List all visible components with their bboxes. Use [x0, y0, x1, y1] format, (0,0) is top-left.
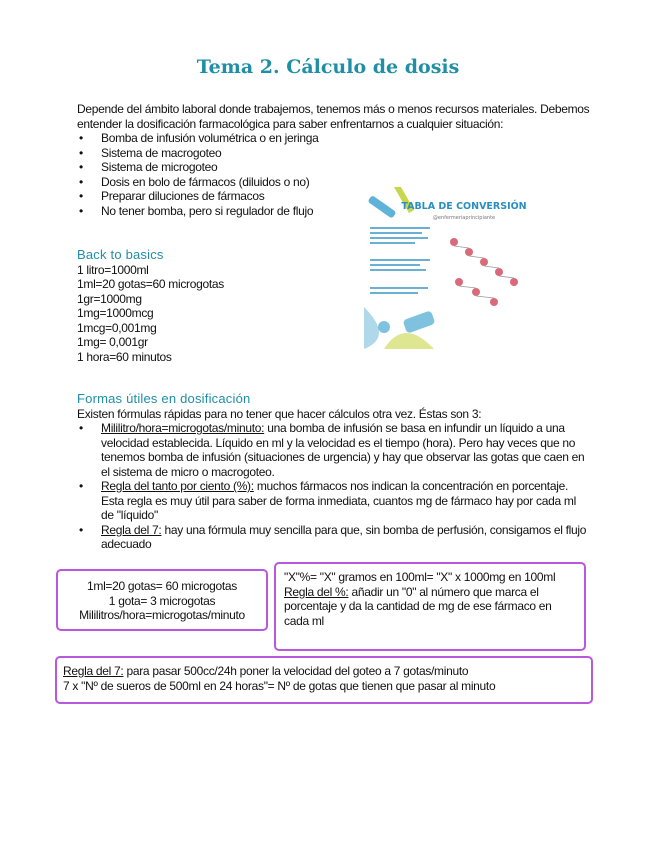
box-line: 7 x "Nº de sueros de 500ml en 24 horas"= Nº de gotas que tienen que pasar al minuto	[63, 678, 496, 693]
page-title: Tema 2. Cálculo de dosis	[196, 56, 460, 78]
conversion-table-illustration	[364, 187, 528, 349]
drops-conversion-box	[56, 569, 268, 631]
section-heading: Back to basics	[77, 247, 164, 262]
image-subtitle: @enfermeriaprincipiante	[432, 215, 496, 221]
list-item	[77, 479, 587, 523]
rule-text: muchos fármacos nos indican la concentración en porcentaje. Esta regla es muy útil para saber de forma inmediata, cuantos mg de fármaco hay por cada ml de "líquido"	[101, 479, 576, 522]
rule-text: una bomba de infusión se basa en infundir un líquido a una velocidad establecida. Líquido en ml y la velocidad es el tiempo (hora). Pero hay veces que no tenemos bomba de infusión (situaciones de urgencia) y hay que observar las gotas que caen en el sistema de micro o macrogoteo.	[101, 421, 585, 479]
list-item: • Sistema de microgoteo	[77, 160, 597, 175]
rule-label: Regla del %:	[284, 584, 349, 599]
list-item: • Sistema de macrogoteo	[77, 146, 597, 161]
box-line: "X"%= "X" gramos en 100ml= "X" x 1000mg en 100ml	[284, 570, 556, 584]
basics-line: 1mcg=0,001mg	[77, 320, 157, 335]
list-item	[77, 421, 587, 479]
rule-text: hay una fórmula muy sencilla para que, sin bomba de perfusión, consigamos el flujo adecuado	[101, 522, 587, 551]
list-item: • Bomba de infusión volumétrica o en jeringa	[77, 131, 597, 146]
formulas-intro: Existen fórmulas rápidas para no tener que hacer cálculos otra vez. Éstas son 3:	[77, 406, 482, 421]
rule-text: añadir un "0" al número que marca el porcentaje y da la cantidad de mg de ese fármaco en cada ml	[284, 584, 552, 628]
section-heading: Formas útiles en dosificación	[77, 391, 251, 406]
rule-label: Regla del tanto por ciento (%):	[101, 479, 254, 493]
formulas-section	[77, 392, 587, 552]
list-item: • No tener bomba, pero si regulador de flujo	[77, 204, 597, 219]
basics-line: 1gr=1000mg	[77, 291, 142, 306]
list-item: • Preparar diluciones de fármacos	[77, 189, 597, 204]
list-item	[77, 523, 587, 552]
rule-label: Regla del 7:	[101, 522, 162, 537]
basics-line: 1ml=20 gotas=60 microgotas	[77, 277, 224, 291]
box-line	[63, 664, 583, 679]
percent-rule-box	[274, 562, 586, 651]
list-item: • Dosis en bolo de fármacos (diluidos o no)	[77, 175, 597, 190]
image-title: TABLA DE CONVERSIÓN	[401, 201, 527, 212]
basics-section	[77, 248, 357, 364]
formulas-list	[77, 421, 587, 552]
basics-line: 1 hora=60 minutos	[77, 349, 172, 364]
intro-paragraph: Depende del ámbito laboral donde trabajemos, tenemos más o menos recursos materiales. Debemos entender la dosificación farmacológica para saber enfrentarnos a cualquier situación:	[77, 102, 590, 131]
box-line: 1 gota= 3 microgotas	[108, 593, 216, 608]
conversion-table-image	[364, 187, 528, 349]
rule-label: Mililitro/hora=microgotas/minuto:	[101, 421, 265, 435]
basics-line: 1mg= 0,001gr	[77, 335, 148, 349]
box-line: 1ml=20 gotas= 60 microgotas	[87, 579, 237, 593]
rule-label: Regla del 7:	[63, 664, 124, 678]
box-line	[284, 585, 576, 629]
box-line: Mililitros/hora=microgotas/minuto	[79, 608, 245, 622]
basics-line: 1mg=1000mcg	[77, 306, 154, 320]
basics-line: 1 litro=1000ml	[77, 262, 149, 277]
rule-of-seven-box	[55, 656, 593, 704]
rule-text: para pasar 500cc/24h poner la velocidad del goteo a 7 gotas/minuto	[123, 664, 469, 678]
